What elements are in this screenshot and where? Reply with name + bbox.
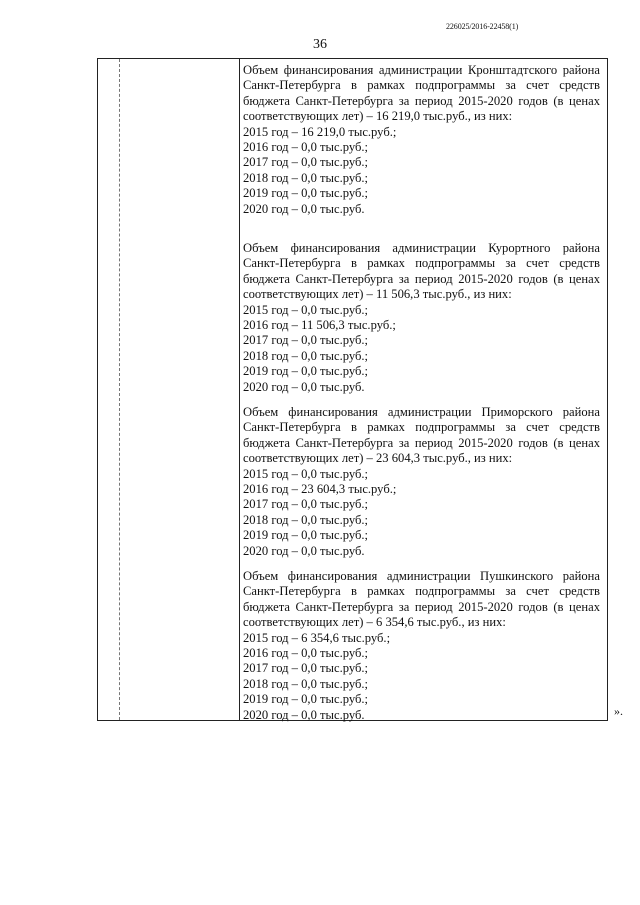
table-column-divider-1 <box>119 59 120 720</box>
financing-block-intro: Объем финансирования администрации Курортного района Санкт-Петербурга в рамках подпрограммы за счет средств бюджета Санкт-Петербурга за период 2015-2020 годов (в ценах соответствующих лет) – 11 506,3 тыс.руб., из них: <box>243 241 600 302</box>
financing-block-intro: Объем финансирования администрации Кронштадтского района Санкт-Петербурга в рамках подпрограммы за счет средств бюджета Санкт-Петербурга за период 2015-2020 годов (в ценах соответствующих лет) – 16 219,0 тыс.руб., из них: <box>243 63 600 124</box>
page-number: 36 <box>313 37 327 52</box>
financing-year-line: 2018 год – 0,0 тыс.руб.; <box>243 170 369 185</box>
closing-quote: ». <box>614 704 623 718</box>
financing-year-line: 2020 год – 0,0 тыс.руб. <box>243 707 365 722</box>
table-column-divider-2 <box>239 59 240 720</box>
financing-year-line: 2019 год – 0,0 тыс.руб.; <box>243 692 369 707</box>
financing-block-intro: Объем финансирования администрации Приморского района Санкт-Петербурга в рамках подпрограммы за счет средств бюджета Санкт-Петербурга за период 2015-2020 годов (в ценах соответствующих лет) – 23 604,3 тыс.руб., из них: <box>243 405 600 466</box>
financing-table <box>97 58 608 721</box>
financing-year-line: 2015 год – 6 354,6 тыс.руб.; <box>243 630 391 645</box>
financing-content <box>243 63 600 722</box>
financing-year-line: 2018 год – 0,0 тыс.руб.; <box>243 348 369 363</box>
financing-year-line: 2016 год – 23 604,3 тыс.руб.; <box>243 482 397 497</box>
financing-year-line: 2018 год – 0,0 тыс.руб.; <box>243 676 369 691</box>
financing-block-kurortny <box>243 241 600 394</box>
financing-year-line: 2020 год – 0,0 тыс.руб. <box>243 379 365 394</box>
financing-year-line: 2015 год – 16 219,0 тыс.руб.; <box>243 124 397 139</box>
financing-year-line: 2018 год – 0,0 тыс.руб.; <box>243 512 369 527</box>
financing-year-line: 2020 год – 0,0 тыс.руб. <box>243 543 365 558</box>
financing-year-line: 2019 год – 0,0 тыс.руб.; <box>243 528 369 543</box>
financing-year-line: 2017 год – 0,0 тыс.руб.; <box>243 661 369 676</box>
financing-year-line: 2016 год – 0,0 тыс.руб.; <box>243 646 369 661</box>
financing-year-line: 2017 год – 0,0 тыс.руб.; <box>243 155 369 170</box>
financing-year-line: 2019 год – 0,0 тыс.руб.; <box>243 186 369 201</box>
financing-block-pushkinsky <box>243 569 600 722</box>
financing-year-line: 2015 год – 0,0 тыс.руб.; <box>243 466 369 481</box>
financing-year-line: 2017 год – 0,0 тыс.руб.; <box>243 333 369 348</box>
financing-block-primorsky <box>243 405 600 558</box>
financing-year-line: 2017 год – 0,0 тыс.руб.; <box>243 497 369 512</box>
financing-year-line: 2019 год – 0,0 тыс.руб.; <box>243 364 369 379</box>
financing-year-line: 2020 год – 0,0 тыс.руб. <box>243 201 365 216</box>
financing-block-intro: Объем финансирования администрации Пушкинского района Санкт-Петербурга в рамках подпрограммы за счет средств бюджета Санкт-Петербурга за период 2015-2020 годов (в ценах соответствующих лет) – 6 354,6 тыс.руб., из них: <box>243 569 600 630</box>
financing-year-line: 2016 год – 11 506,3 тыс.руб.; <box>243 318 396 333</box>
financing-year-line: 2016 год – 0,0 тыс.руб.; <box>243 140 369 155</box>
financing-block-kronshtadt <box>243 63 600 216</box>
document-code: 226025/2016-22458(1) <box>446 22 519 31</box>
financing-year-line: 2015 год – 0,0 тыс.руб.; <box>243 302 369 317</box>
